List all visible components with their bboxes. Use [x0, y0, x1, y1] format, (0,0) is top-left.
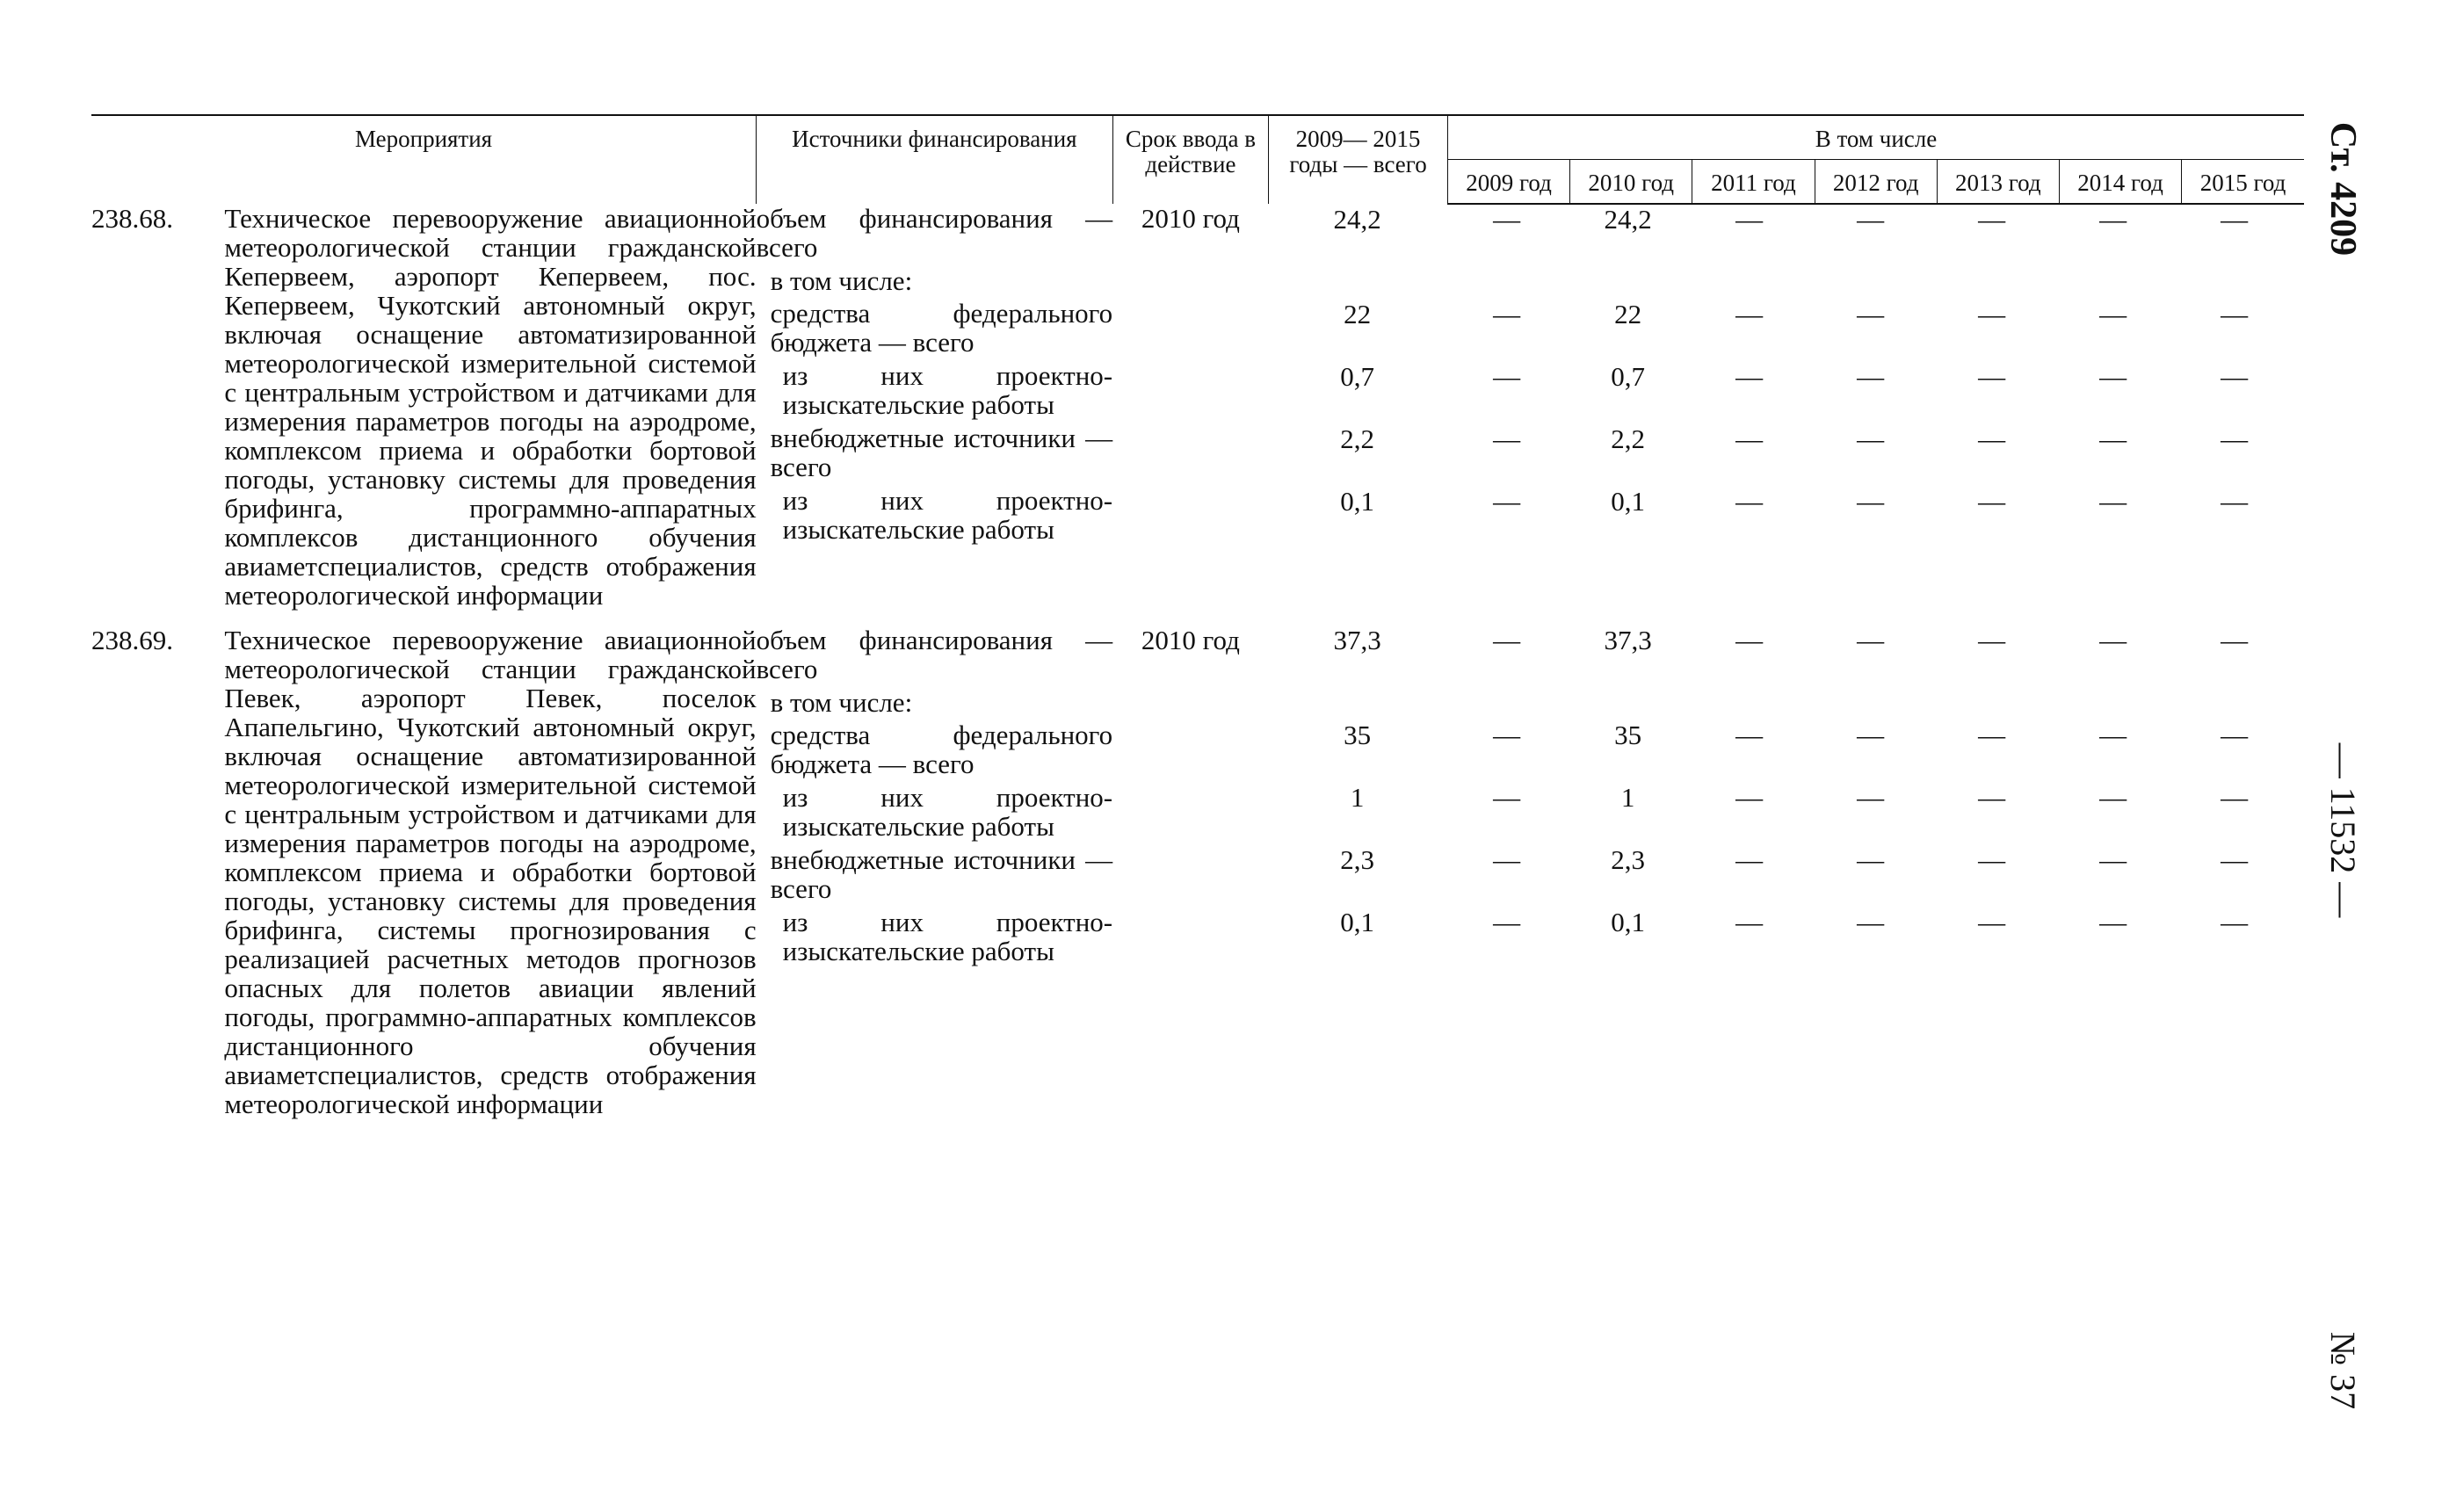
row-values: [1269, 204, 2304, 626]
value-year: —: [1735, 625, 1764, 655]
value-year: —: [1978, 782, 2006, 813]
value-total: 1: [1350, 782, 1365, 813]
value-row-spacer: [1269, 688, 2304, 720]
value-year: —: [1978, 907, 2006, 937]
source-line: из них проектно-изыскательские работы: [782, 907, 1113, 966]
value-year: —: [1493, 486, 1521, 517]
value-year: —: [2221, 907, 2249, 937]
value-total: 37,3: [1333, 625, 1381, 655]
value-year: —: [1735, 423, 1764, 454]
value-year: —: [1493, 361, 1521, 392]
value-total: 0,7: [1340, 361, 1375, 392]
value-year: —: [1978, 486, 2006, 517]
header-year: 2014 год: [2059, 160, 2181, 205]
value-year: 35: [1614, 720, 1642, 750]
value-year: —: [1735, 844, 1764, 875]
source-line: объем финансирования — всего: [756, 203, 1113, 263]
row-number: 238.69.: [91, 625, 173, 655]
page-label: Ст. 4209: [2322, 121, 2363, 257]
value-row-spacer: [1269, 267, 2304, 300]
table-header: [91, 115, 2304, 204]
value-year: —: [1978, 204, 2006, 235]
value-total: 2,3: [1340, 844, 1375, 875]
value-year: —: [2221, 361, 2249, 392]
value-year: 22: [1614, 299, 1642, 329]
header-term: Срок ввода в действие: [1112, 115, 1269, 204]
value-year: —: [1978, 844, 2006, 875]
value-year: 0,1: [1611, 486, 1646, 517]
value-year: —: [1857, 204, 1885, 235]
header-year: 2015 год: [2182, 160, 2304, 205]
row-term: 2010 год: [1141, 203, 1240, 234]
value-year: 37,3: [1604, 625, 1652, 655]
row-number: 238.68.: [91, 203, 173, 234]
value-row: [1269, 845, 2304, 908]
value-total: 22: [1344, 299, 1372, 329]
value-year: —: [2099, 844, 2127, 875]
value-row: [1269, 205, 2304, 267]
value-row: [1269, 783, 2304, 845]
value-year: —: [1857, 782, 1885, 813]
value-year: —: [1978, 720, 2006, 750]
value-year: —: [2221, 625, 2249, 655]
header-total: 2009— 2015 годы — всего: [1269, 115, 1448, 204]
value-year: —: [2221, 844, 2249, 875]
source-line: внебюджетные источники — всего: [770, 423, 1113, 482]
value-year: —: [1735, 361, 1764, 392]
value-year: 0,7: [1611, 361, 1646, 392]
value-year: —: [1978, 625, 2006, 655]
source-line: средства федерального бюджета — всего: [770, 720, 1113, 779]
value-total: 24,2: [1333, 204, 1381, 235]
source-line: из них проектно-изыскательские работы: [782, 360, 1113, 420]
table-row: [91, 626, 2304, 1134]
value-row: [1269, 362, 2304, 424]
value-row: [1269, 720, 2304, 783]
value-year: —: [1735, 782, 1764, 813]
value-year: 24,2: [1604, 204, 1652, 235]
source-line: в том числе:: [770, 265, 913, 296]
source-line: в том числе:: [770, 687, 913, 718]
value-total: 0,1: [1340, 486, 1375, 517]
value-year: 1: [1620, 782, 1635, 813]
value-year: —: [2099, 299, 2127, 329]
source-line: из них проектно-изыскательские работы: [782, 782, 1113, 842]
value-year: —: [2099, 782, 2127, 813]
source-line: средства федерального бюджета — всего: [770, 298, 1113, 358]
value-year: —: [2221, 299, 2249, 329]
header-year: 2011 год: [1692, 160, 1815, 205]
value-year: —: [1978, 423, 2006, 454]
value-year: —: [1857, 486, 1885, 517]
value-row: [1269, 300, 2304, 362]
header-year: 2009 год: [1447, 160, 1569, 205]
value-year: —: [2221, 720, 2249, 750]
value-year: —: [2099, 907, 2127, 937]
row-description: Техническое перевооружение авиационной метеорологической станции гражданской Кепервеем, аэропорт Кепервеем, пос. Кепервеем, Чукотский автономный округ, включая оснащение автоматизированной метеорологической измерительной системой с центральным устройством и датчиками для измерения параметров погоды на аэродроме, комплексом приема и обработки бортовой погоды, установку системы для проведения брифинга, программно-аппаратных комплексов дистанционного обучения авиаметспециалистов, средств отображения метеорологической информации: [224, 203, 757, 611]
value-year: —: [1857, 423, 1885, 454]
value-year: —: [1493, 625, 1521, 655]
value-year: —: [1735, 720, 1764, 750]
header-including: В том числе: [1447, 115, 2304, 160]
value-year: —: [1493, 299, 1521, 329]
value-year: —: [1735, 299, 1764, 329]
header-sources: Источники финансирования: [757, 115, 1113, 204]
value-year: —: [2099, 486, 2127, 517]
value-year: —: [2221, 782, 2249, 813]
value-year: 2,3: [1611, 844, 1646, 875]
header-year: 2013 год: [1937, 160, 2059, 205]
value-year: —: [1857, 844, 1885, 875]
header-year: 2010 год: [1570, 160, 1692, 205]
value-year: 0,1: [1611, 907, 1646, 937]
value-year: —: [1493, 423, 1521, 454]
value-year: —: [1735, 907, 1764, 937]
value-year: —: [2099, 720, 2127, 750]
issue-number: № 37: [2323, 1331, 2363, 1410]
row-sources: [757, 204, 1113, 626]
source-line: объем финансирования — всего: [756, 625, 1113, 684]
value-year: —: [2221, 204, 2249, 235]
value-year: —: [1493, 782, 1521, 813]
source-line: внебюджетные источники — всего: [770, 844, 1113, 904]
page-number: — 11532 —: [2323, 742, 2363, 918]
value-year: —: [1735, 204, 1764, 235]
value-year: —: [1857, 625, 1885, 655]
source-line: из них проектно-изыскательские работы: [782, 485, 1113, 545]
value-year: —: [1857, 361, 1885, 392]
value-total: 2,2: [1340, 423, 1375, 454]
value-total: 0,1: [1340, 907, 1375, 937]
value-year: —: [1735, 486, 1764, 517]
header-measures: Мероприятия: [91, 115, 757, 204]
value-year: —: [1493, 204, 1521, 235]
value-year: —: [2099, 361, 2127, 392]
value-year: —: [1978, 299, 2006, 329]
value-year: —: [1857, 907, 1885, 937]
funding-table: [91, 114, 2304, 1134]
value-year: 2,2: [1611, 423, 1646, 454]
value-row: [1269, 908, 2304, 970]
value-year: —: [2221, 423, 2249, 454]
value-year: —: [1857, 299, 1885, 329]
value-year: —: [2221, 486, 2249, 517]
row-term: 2010 год: [1141, 625, 1240, 655]
value-year: —: [1493, 844, 1521, 875]
row-sources: [757, 626, 1113, 1134]
value-total: 35: [1344, 720, 1372, 750]
value-year: —: [1857, 720, 1885, 750]
value-year: —: [2099, 625, 2127, 655]
value-year: —: [1493, 720, 1521, 750]
row-values: [1269, 626, 2304, 1134]
value-year: —: [2099, 423, 2127, 454]
header-year: 2012 год: [1815, 160, 1937, 205]
value-year: —: [2099, 204, 2127, 235]
value-year: —: [1493, 907, 1521, 937]
value-row: [1269, 626, 2304, 688]
value-row: [1269, 487, 2304, 549]
table-row: [91, 204, 2304, 626]
value-year: —: [1978, 361, 2006, 392]
value-row: [1269, 424, 2304, 487]
row-description: Техническое перевооружение авиационной метеорологической станции гражданской Певек, аэропорт Певек, поселок Апапельгино, Чукотский автономный округ, включая оснащение автоматизированной метеорологической измерительной системой с центральным устройством и датчиками для измерения параметров погоды на аэродроме, комплексом приема и обработки бортовой погоды, установку системы для проведения брифинга, системы прогнозирования с реализацией расчетных методов прогнозов опасных для полетов авиации явлений погоды, программно-аппаратных комплексов дистанционного обучения авиаметспециалистов, средств отображения метеорологической информации: [224, 625, 757, 1119]
